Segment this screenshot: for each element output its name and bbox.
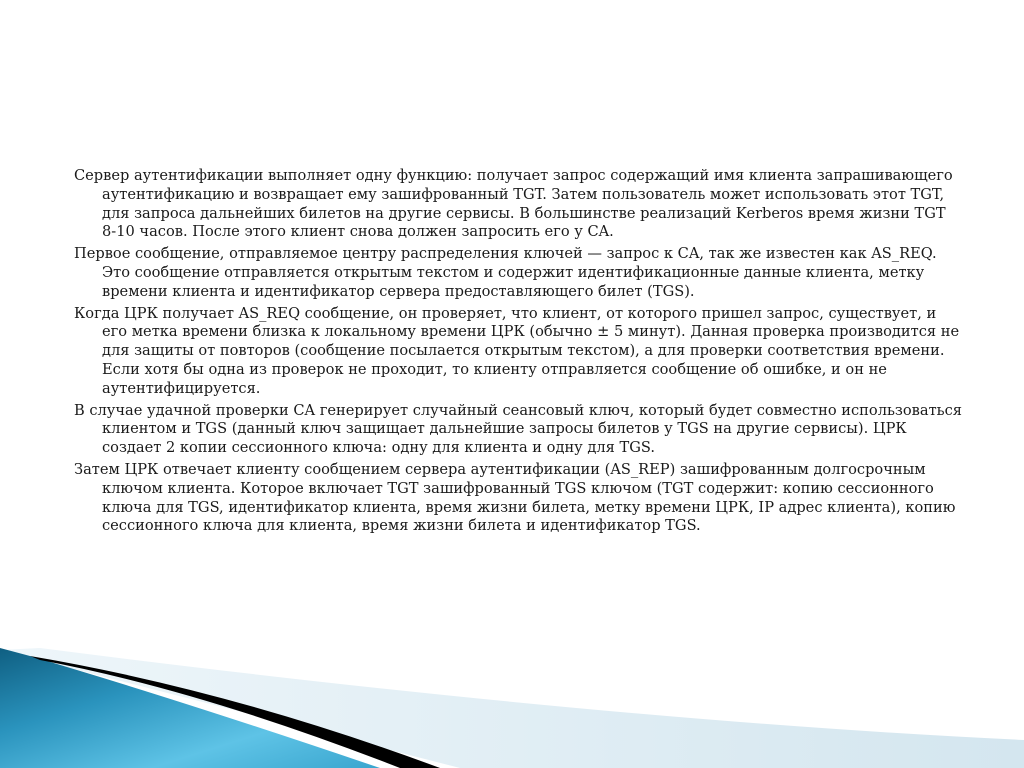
paragraph-4: В случае удачной проверки CA генерирует случайный сеансовый ключ, который будет совместно использоваться клиентом и TGS (данный ключ защищает дальнейшие запросы билетов у TGS на другие сервисы). ЦРК создает 2 копии сессионного ключа: одну для клиента и одну для TGS. bbox=[74, 401, 962, 457]
paragraph-5: Затем ЦРК отвечает клиенту сообщением сервера аутентификации (AS_REP) зашифрованным долгосрочным ключом клиента. Которое включает TGT зашифрованный TGS ключом (TGT содержит: копию сессионного ключа для TGS, идентификатор клиента, время жизни билета, метку времени ЦРК, IP адрес клиента), копию сессионного ключа для клиента, время жизни билета и идентификатор TGS. bbox=[74, 460, 956, 535]
paragraph-2: Первое сообщение, отправляемое центру распределения ключей — запрос к CA, так же известен как AS_REQ. Это сообщение отправляется открытым текстом и содержит идентификационные данные клиента, метку времени клиента и идентификатор сервера предоставляющего билет (TGS). bbox=[74, 245, 937, 300]
paragraph-3: Когда ЦРК получает AS_REQ сообщение, он проверяет, что клиент, от которого пришел запрос, существует, и его метка времени близка к локальному времени ЦРК (обычно ± 5 минут). Данная проверка производится не для защиты от повторов (сообщение посылается открытым текстом), а для проверки соответствия времени. Если хотя бы одна из проверок не проходит, то клиенту отправляется сообщение об ошибке, и он не аутентифицируется. bbox=[74, 304, 960, 397]
paragraph-1: Сервер аутентификации выполняет одну функцию: получает запрос содержащий имя клиента запрашивающего аутентификацию и возвращает ему зашифрованный TGT. Затем пользователь может использовать этот TGT, для запроса дальнейших билетов на другие сервисы. В большинстве реализаций Kerberos время жизни TGT 8-10 часов. После этого клиент снова должен запросить его у CA. bbox=[74, 167, 953, 241]
